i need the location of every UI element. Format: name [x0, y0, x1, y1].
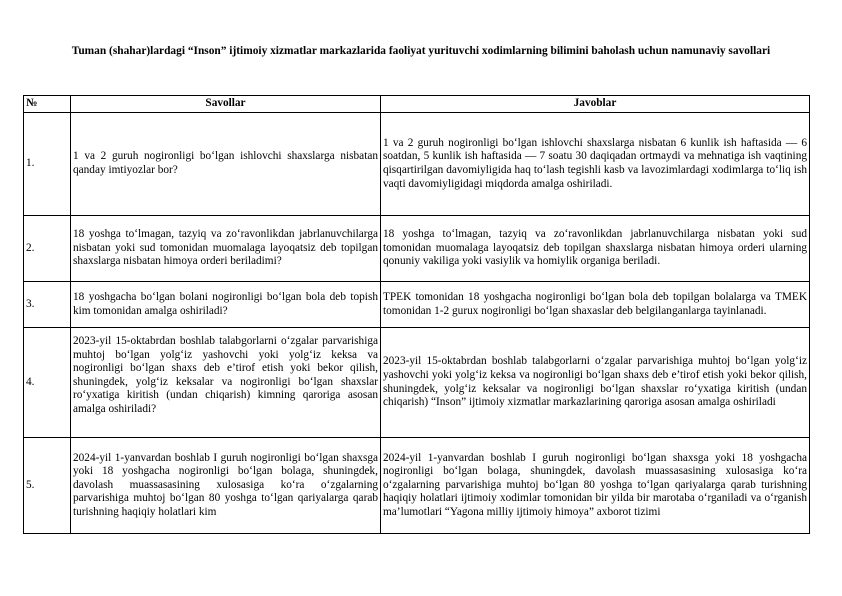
row-number: 5. [24, 438, 71, 534]
header-number: № [24, 96, 71, 113]
document-title: Tuman (shahar)lardagi “Inson” ijtimoiy xizmatlar markazlarida faoliyat yurituvchi xodimlarning bilimini baholash uchun namunaviy savollari [71, 45, 771, 57]
table-row [24, 328, 810, 438]
row-number: 3. [24, 282, 71, 328]
answer-cell: TPEK tomonidan 18 yoshgacha nogironligi bo‘lgan bola deb topilgan bolalarga va TMEK tomonidan 1-2 gurux nogironligi bo‘lgan shaxaslar deb belgilanganlarga tayinlanadi. [381, 282, 810, 328]
question-cell: 2024-yil 1-yanvardan boshlab I guruh nogironligi bo‘lgan shaxsga yoki 18 yoshgacha nogironligi bo‘lgan bolaga, shuningdek, davolash muassasasining xulosasiga ko‘ra o‘zgalarning parvarishiga muhtoj bo‘lgan 80 yoshga to‘lgan qariyalarga qarab turishning haqiqiy holatlari kim [71, 438, 381, 534]
table-row [24, 438, 810, 534]
question-cell [71, 328, 381, 438]
table-row [24, 216, 810, 282]
question-cell: 18 yoshga to‘lmagan, tazyiq va zo‘ravonlikdan jabrlanuvchilarga nisbatan yoki sud tomonidan muomalaga layoqatsiz deb topilgan shaxslarga nisbatan himoya orderi beriladimi? [71, 216, 381, 282]
table-row [24, 113, 810, 216]
row-number: 2. [24, 216, 71, 282]
row-number: 1. [24, 113, 71, 216]
header-questions: Savollar [71, 96, 381, 113]
answer-cell: 2023-yil 15-oktabrdan boshlab talabgorlarni o‘zgalar parvarishiga muhtoj bo‘lgan yolg‘iz yashovchi yoki yolg‘iz keksa va nogironligi bo‘lgan shaxs deb e’tirof etish yoki bekor qilish, shuningdek, yolg‘iz keksalar va nogironligi bo‘lgan shaxslar ro‘yxatiga kiritish (undan chiqarish) “Inson” ijtimoiy xizmatlar markazlarining qaroriga asosan amalga oshiriladi [381, 328, 810, 438]
question-text: 2023-yil 15-oktabrdan boshlab talabgorlarni o‘zgalar parvarishiga muhtoj bo‘lgan yolg‘iz yashovchi yoki yolg‘iz keksa va nogironligi bo‘lgan shaxs deb e’tirof etish yoki bekor qilish, shuningdek, yolg‘iz keksalar va nogironligi bo‘lgan shaxslar ro‘yxatiga kiritish (undan chiqarish) kimning qaroriga asosan amalga oshiriladi? [73, 335, 378, 415]
question-cell: 18 yoshgacha bo‘lgan bolani nogironligi bo‘lgan bola deb topish kim tomonidan amalga oshiriladi? [71, 282, 381, 328]
row-number: 4. [24, 328, 71, 438]
questions-table [23, 95, 810, 534]
answer-cell: 18 yoshga to‘lmagan, tazyiq va zo‘ravonlikdan jabrlanuvchilarga nisbatan yoki sud tomonidan muomalaga layoqatsiz deb topilgan shaxslarga nisbatan himoya orderi ularning qonuniy vakiliga yoki vasiylik va homiylik organiga beriladi. [381, 216, 810, 282]
question-cell: 1 va 2 guruh nogironligi bo‘lgan ishlovchi shaxslarga nisbatan qanday imtiyozlar bor? [71, 113, 381, 216]
header-answers: Javoblar [381, 96, 810, 113]
table-row [24, 282, 810, 328]
answer-cell: 1 va 2 guruh nogironligi bo‘lgan ishlovchi shaxslarga nisbatan 6 kunlik ish haftasida — 6 soatdan, 5 kunlik ish haftasida — 7 soatu 30 daqiqadan ortmaydi va mehnatiga ish vaqtining qisqartirilgan davomiyligida haq to‘lash tegishli kasb va lavozimlardagi xodimlarga to‘liq ish vaqti davomiyligidagi miqdorda amalga oshiriladi. [381, 113, 810, 216]
table-header-row [24, 96, 810, 113]
answer-cell: 2024-yil 1-yanvardan boshlab I guruh nogironligi bo‘lgan shaxsga yoki 18 yoshgacha nogironligi bo‘lgan bolaga, shuningdek, davolash muassasasining xulosasiga ko‘ra o‘zgalarning parvarishiga muhtoj bo‘lgan 80 yoshga to‘lgan qariyalarga qarab turishning haqiqiy holatlari ijtimoiy xodimlar tomonidan bir yilda bir marotaba o‘rganiladi va o‘rganish ma’lumotlari “Yagona milliy ijtimoiy himoya” axborot tizimi [381, 438, 810, 534]
